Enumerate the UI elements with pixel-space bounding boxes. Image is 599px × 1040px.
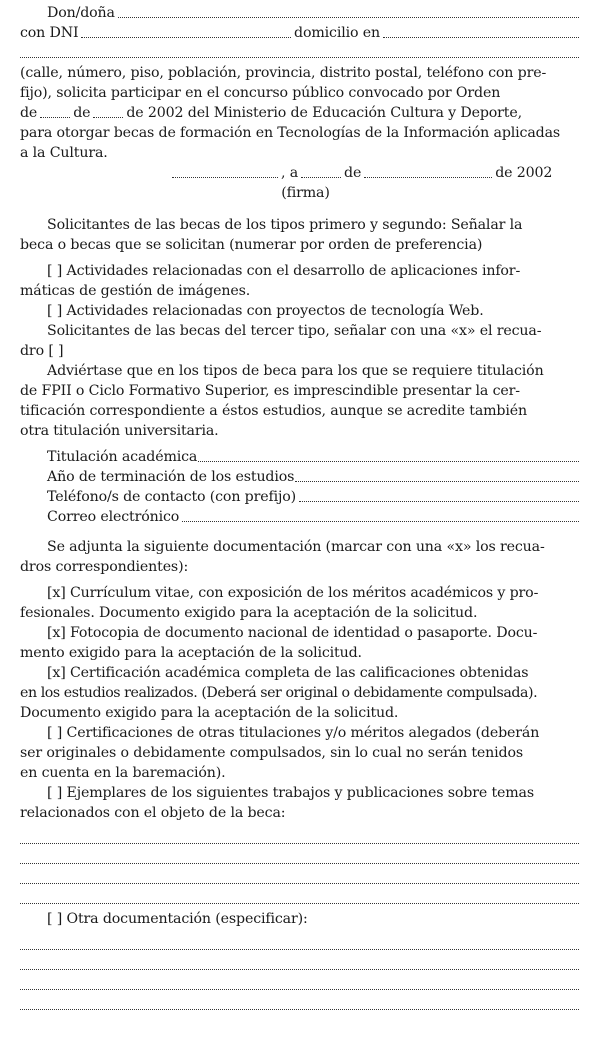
domicilio-label: domicilio en <box>294 25 380 41</box>
correo-label: Correo electrónico <box>47 509 180 525</box>
domicilio-field[interactable] <box>383 37 579 38</box>
doc-dni-line-2 <box>20 643 579 663</box>
otra-field-1[interactable] <box>20 935 579 955</box>
option-images-text-2: máticas de gestión de imágenes. <box>20 283 251 299</box>
doc-ejemplares-text-2: relacionados con el objeto de la beca: <box>20 805 286 821</box>
otra-field-4[interactable] <box>20 995 579 1015</box>
comma-a-label: , a <box>281 165 299 181</box>
order-date-line <box>20 103 579 123</box>
doc-otras-line-2 <box>20 743 579 763</box>
year-label: de 2002 <box>495 165 553 181</box>
doc-ejemplares-text-1: [ ] Ejemplares de los siguientes trabajos y publicaciones sobre temas <box>47 785 534 801</box>
doc-otra-line[interactable] <box>20 909 579 929</box>
ejemplares-field-1[interactable] <box>20 829 579 849</box>
purpose-line <box>20 123 579 143</box>
doc-otras-text-2: ser originales o debidamente compulsados, sin lo cual no serán tenidos <box>20 745 523 761</box>
option-images-line-2 <box>20 281 579 301</box>
anio-label: Año de terminación de los estudios <box>47 469 295 485</box>
telefono-field[interactable] <box>299 501 579 502</box>
docs-intro-text-2: dros correspondientes): <box>20 559 189 575</box>
order-ministry-text: de 2002 del Ministerio de Educación Cultura y Deporte, <box>126 105 522 121</box>
order-de-label-1: de <box>20 105 38 121</box>
order-day-field[interactable] <box>40 117 70 118</box>
option-images-line-1[interactable] <box>20 261 579 281</box>
address-field[interactable] <box>20 43 579 63</box>
culture-text: a la Cultura. <box>20 145 108 161</box>
correo-field[interactable] <box>182 521 579 522</box>
name-line <box>20 3 579 23</box>
types-intro-2 <box>20 235 579 255</box>
docs-intro-2 <box>20 557 579 577</box>
otra-field-3[interactable] <box>20 975 579 995</box>
warning-line-1 <box>20 361 579 381</box>
titulacion-line <box>20 447 579 467</box>
doc-dni-text-1: [x] Fotocopia de documento nacional de identidad o pasaporte. Docu- <box>47 625 538 641</box>
doc-cert-text-2: en los estudios realizados. (Deberá ser original o debidamente compulsada). <box>20 685 538 701</box>
warning-line-4 <box>20 421 579 441</box>
warning-text-3: tificación correspondiente a éstos estudios, aunque se acredite también <box>20 403 527 419</box>
de-label: de <box>344 165 362 181</box>
culture-line <box>20 143 579 163</box>
doc-otra-text: [ ] Otra documentación (especificar): <box>47 911 308 927</box>
warning-line-2 <box>20 381 579 401</box>
third-type-checkbox[interactable]: dro [ ] <box>20 343 64 359</box>
third-type-line-2[interactable] <box>20 341 579 361</box>
telefono-label: Teléfono/s de contacto (con prefijo) <box>47 489 296 505</box>
warning-text-2: de FPII o Ciclo Formativo Superior, es imprescindible presentar la cer- <box>20 383 520 399</box>
request-text: fijo), solicita participar en el concurso público convocado por Orden <box>20 85 501 101</box>
doc-cert-line-2 <box>20 683 579 703</box>
day-field[interactable] <box>301 177 341 178</box>
purpose-text: para otorgar becas de formación en Tecnologías de la Información aplicadas <box>20 125 561 141</box>
doc-dni-line-1[interactable] <box>20 623 579 643</box>
correo-line <box>20 507 579 527</box>
otra-field-2[interactable] <box>20 955 579 975</box>
doc-cv-text-1: [x] Currículum vitae, con exposición de los méritos académicos y pro- <box>47 585 539 601</box>
doc-cv-line-2 <box>20 603 579 623</box>
doc-otras-line-3 <box>20 763 579 783</box>
doc-dni-text-2: mento exigido para la aceptación de la solicitud. <box>20 645 362 661</box>
place-field[interactable] <box>172 177 278 178</box>
option-web-line[interactable] <box>20 301 579 321</box>
docs-intro-text-1: Se adjunta la siguiente documentación (marcar con una «x» los recua- <box>47 539 545 555</box>
warning-text-1: Adviértase que en los tipos de beca para los que se requiere titulación <box>47 363 544 379</box>
docs-intro-1 <box>20 537 579 557</box>
don-dona-label: Don/doña <box>47 5 115 21</box>
types-intro-text-2: beca o becas que se solicitan (numerar por orden de preferencia) <box>20 237 483 253</box>
types-intro-text-1: Solicitantes de las becas de los tipos primero y segundo: Señalar la <box>47 217 523 233</box>
doc-ejemplares-line-2 <box>20 803 579 823</box>
address-hint: (calle, número, piso, población, provincia, distrito postal, teléfono con pre- <box>20 65 547 81</box>
doc-ejemplares-line-1[interactable] <box>20 783 579 803</box>
option-images-text-1: [ ] Actividades relacionadas con el desarrollo de aplicaciones infor- <box>47 263 521 279</box>
third-type-text-1: Solicitantes de las becas del tercer tipo, señalar con una «x» el recua- <box>47 323 542 339</box>
doc-cert-line-1[interactable] <box>20 663 579 683</box>
order-de-label-2: de <box>73 105 91 121</box>
doc-otras-text-3: en cuenta en la baremación). <box>20 765 226 781</box>
anio-field[interactable] <box>295 481 579 482</box>
ejemplares-field-2[interactable] <box>20 849 579 869</box>
address-hint-line <box>20 63 579 83</box>
doc-cert-text-1: [x] Certificación académica completa de las calificaciones obtenidas <box>47 665 529 681</box>
request-line <box>20 83 579 103</box>
types-intro-1 <box>20 215 579 235</box>
titulacion-label: Titulación académica <box>47 449 198 465</box>
dni-label: con DNI <box>20 25 79 41</box>
third-type-line-1 <box>20 321 579 341</box>
option-web-text: [ ] Actividades relacionadas con proyectos de tecnología Web. <box>47 303 484 319</box>
doc-cv-text-2: fesionales. Documento exigido para la aceptación de la solicitud. <box>20 605 478 621</box>
month-field[interactable] <box>364 177 492 178</box>
name-field[interactable] <box>118 17 579 18</box>
order-month-field[interactable] <box>93 117 123 118</box>
titulacion-field[interactable] <box>198 461 579 462</box>
warning-text-4: otra titulación universitaria. <box>20 423 219 439</box>
dni-line <box>20 23 579 43</box>
doc-cert-text-3: Documento exigido para la aceptación de la solicitud. <box>20 705 399 721</box>
ejemplares-field-3[interactable] <box>20 869 579 889</box>
doc-cv-line-1[interactable] <box>20 583 579 603</box>
place-date-line <box>20 163 579 183</box>
doc-otras-line-1[interactable] <box>20 723 579 743</box>
ejemplares-field-4[interactable] <box>20 889 579 909</box>
doc-otras-text-1: [ ] Certificaciones de otras titulaciones y/o méritos alegados (deberán <box>47 725 540 741</box>
firma-label: (firma) <box>281 185 330 201</box>
anio-line <box>20 467 579 487</box>
dni-field[interactable] <box>81 37 291 38</box>
warning-line-3 <box>20 401 579 421</box>
doc-cert-line-3 <box>20 703 579 723</box>
telefono-line <box>20 487 579 507</box>
